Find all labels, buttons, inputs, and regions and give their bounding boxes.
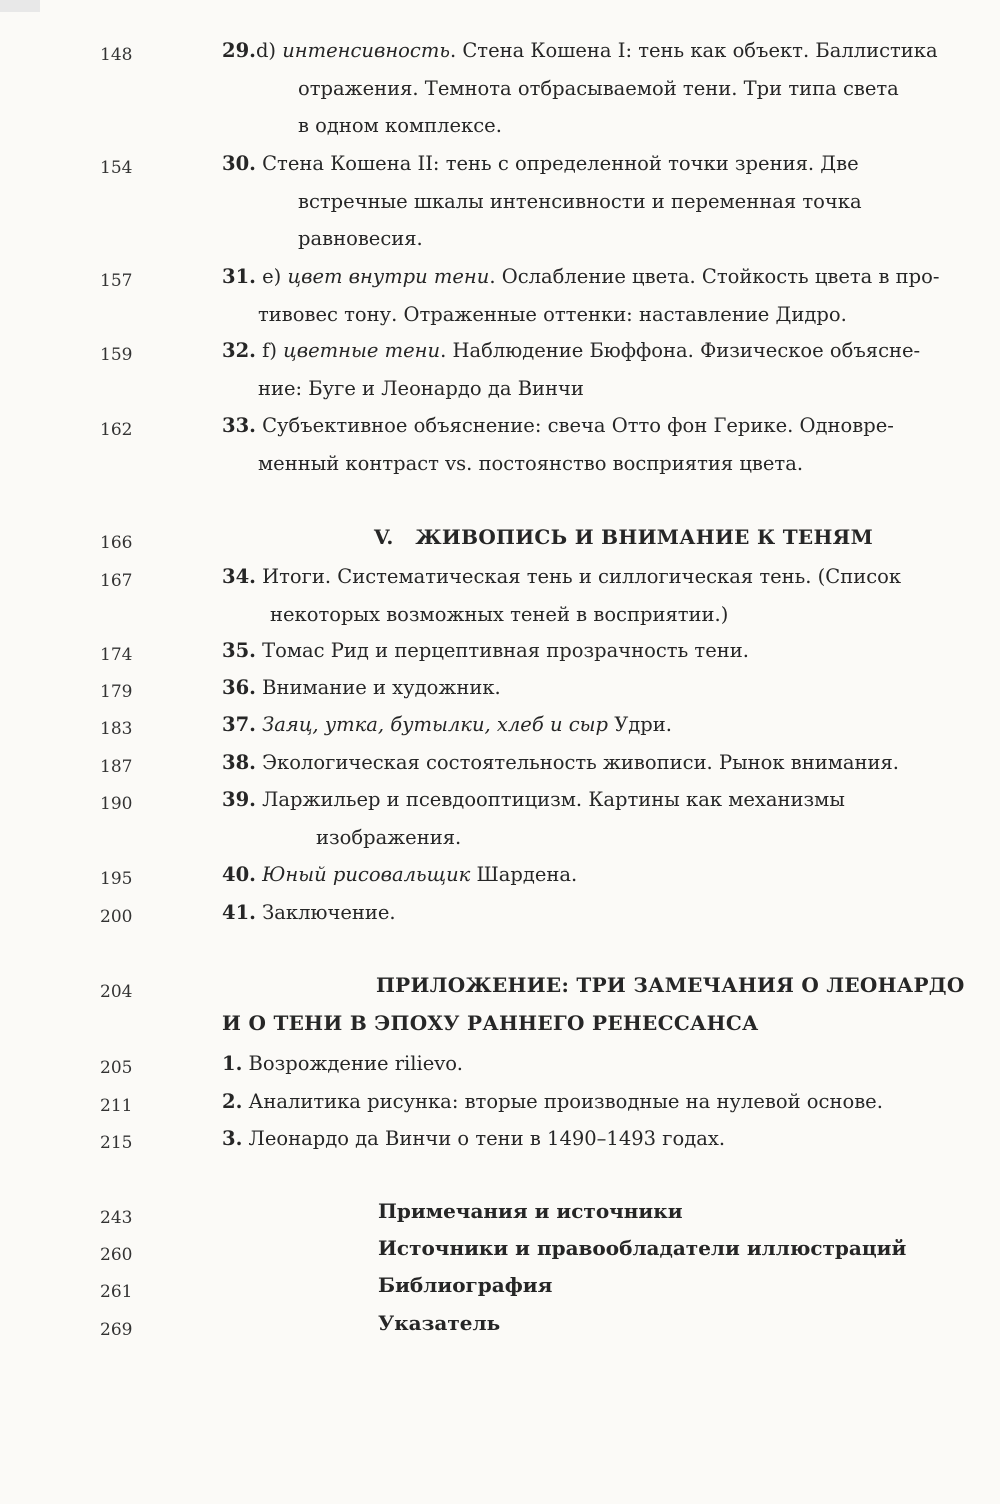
page-number: 200 — [100, 907, 133, 927]
page-number: 205 — [100, 1058, 133, 1078]
entry-text: Субъективное объяснение: свеча Отто фон Герике. Одновре- — [255, 414, 894, 437]
page-number: 167 — [100, 571, 133, 591]
toc-entry[interactable] — [222, 558, 960, 633]
entry-number: 33. — [222, 414, 256, 437]
page-number: 261 — [100, 1282, 133, 1302]
entry-number: 3. — [222, 1127, 243, 1150]
page-number: 179 — [100, 682, 133, 702]
toc-entry[interactable] — [222, 1083, 960, 1121]
entry-text: Ларжильер и псевдооптицизм. Картины как механизмы — [255, 788, 845, 811]
entry-italic: Заяц, утка, бутылки, хлеб и сыр — [255, 713, 608, 736]
entry-number: 41. — [222, 901, 256, 924]
toc-entry[interactable] — [222, 1120, 960, 1158]
entry-text: Удри. — [608, 713, 672, 736]
backmatter-illustrations[interactable]: Источники и правообладатели иллюстраций — [378, 1236, 907, 1260]
toc-entry[interactable] — [222, 632, 960, 670]
toc-entry[interactable] — [222, 856, 960, 894]
entry-number: 31. — [222, 265, 256, 288]
page-number: 243 — [100, 1208, 133, 1228]
page-number: 195 — [100, 869, 133, 889]
page-number: 148 — [100, 45, 133, 65]
toc-entry[interactable] — [222, 894, 960, 932]
page-number: 215 — [100, 1133, 133, 1153]
page-number: 211 — [100, 1096, 133, 1116]
backmatter-notes[interactable]: Примечания и источники — [378, 1199, 683, 1223]
entry-number: 29. — [222, 39, 256, 62]
entry-text: . Ослабление цвета. Стойкость цвета в про- — [489, 265, 940, 288]
page-number: 157 — [100, 271, 133, 291]
section-heading-continuation: И О ТЕНИ В ЭПОХУ РАННЕГО РЕНЕССАНСА — [222, 1011, 759, 1035]
toc-entry[interactable] — [222, 706, 960, 744]
entry-continuation: равновесия. — [298, 227, 423, 250]
page-number: 204 — [100, 982, 133, 1002]
page-number: 260 — [100, 1245, 133, 1265]
entry-number: 37. — [222, 713, 256, 736]
backmatter-bibliography[interactable]: Библиография — [378, 1273, 553, 1297]
scan-corner — [0, 0, 40, 12]
page-number: 154 — [100, 158, 133, 178]
entry-continuation: менный контраст vs. постоянство восприятия цвета. — [258, 451, 804, 475]
page-number: 166 — [100, 533, 133, 553]
entry-italic: цвет внутри тени — [287, 265, 490, 288]
entry-text: Аналитика рисунка: вторые производные на нулевой основе. — [242, 1090, 883, 1113]
entry-continuation: в одном комплексе. — [298, 114, 502, 137]
entry-text: . Наблюдение Бюффона. Физическое объясне- — [440, 339, 921, 362]
entry-continuation: встречные шкалы интенсивности и переменная точка — [298, 189, 862, 213]
entry-continuation: изображения. — [316, 825, 462, 849]
entry-number: 39. — [222, 788, 256, 811]
toc-entry[interactable] — [222, 258, 960, 333]
entry-text: Стена Кошена II: тень с определенной точки зрения. Две — [255, 152, 859, 175]
entry-number: 32. — [222, 339, 256, 362]
toc-entry[interactable] — [222, 32, 960, 145]
toc-entry[interactable] — [222, 1045, 960, 1083]
page-number: 190 — [100, 794, 133, 814]
entry-text: Заключение. — [255, 901, 396, 924]
entry-prefix: d) — [255, 39, 283, 62]
page-number: 187 — [100, 757, 133, 777]
entry-text: Экологическая состоятельность живописи. Рынок внимания. — [255, 751, 899, 774]
entry-number: 38. — [222, 751, 256, 774]
entry-number: 36. — [222, 676, 256, 699]
page-number: 174 — [100, 645, 133, 665]
entry-number: 30. — [222, 152, 256, 175]
entry-text: Возрождение rilievo. — [242, 1052, 463, 1075]
entry-number: 1. — [222, 1052, 243, 1075]
entry-text: Шардена. — [470, 863, 578, 886]
toc-entry[interactable] — [222, 744, 960, 782]
entry-text: Леонардо да Винчи о тени в 1490–1493 годах. — [242, 1127, 726, 1150]
toc-entry[interactable] — [222, 407, 960, 482]
entry-continuation: отражения. Темнота отбрасываемой тени. Три типа света — [298, 76, 899, 100]
section-heading[interactable]: ПРИЛОЖЕНИЕ: ТРИ ЗАМЕЧАНИЯ О ЛЕОНАРДО — [376, 973, 965, 997]
page-number: 162 — [100, 420, 133, 440]
toc-entry[interactable] — [222, 781, 960, 856]
entry-italic: Юный рисовальщик — [255, 863, 471, 886]
entry-text: Томас Рид и перцептивная прозрачность тени. — [255, 639, 749, 662]
entry-prefix: f) — [255, 339, 284, 362]
entry-italic: цветные тени — [283, 339, 441, 362]
toc-entry[interactable] — [222, 332, 960, 407]
page-number: 183 — [100, 719, 133, 739]
entry-number: 35. — [222, 639, 256, 662]
entry-prefix: e) — [255, 265, 288, 288]
entry-number: 2. — [222, 1090, 243, 1113]
toc-entry[interactable] — [222, 145, 960, 258]
section-heading[interactable]: V. ЖИВОПИСЬ И ВНИМАНИЕ К ТЕНЯМ — [374, 525, 874, 549]
page-number: 269 — [100, 1320, 133, 1340]
entry-italic: интенсивность — [282, 39, 450, 62]
entry-number: 34. — [222, 565, 256, 588]
entry-text: Внимание и художник. — [255, 676, 501, 699]
entry-text: Итоги. Систематическая тень и силлогическая тень. (Список — [255, 565, 902, 588]
page-number: 159 — [100, 345, 133, 365]
entry-continuation: тивовес тону. Отраженные оттенки: наставление Дидро. — [258, 302, 847, 326]
backmatter-index[interactable]: Указатель — [378, 1311, 501, 1335]
entry-continuation: ние: Буге и Леонардо да Винчи — [258, 376, 584, 400]
entry-text: . Стена Кошена I: тень как объект. Баллистика — [449, 39, 938, 62]
toc-entry[interactable] — [222, 669, 960, 707]
entry-continuation: некоторых возможных теней в восприятии.) — [270, 602, 729, 626]
entry-number: 40. — [222, 863, 256, 886]
